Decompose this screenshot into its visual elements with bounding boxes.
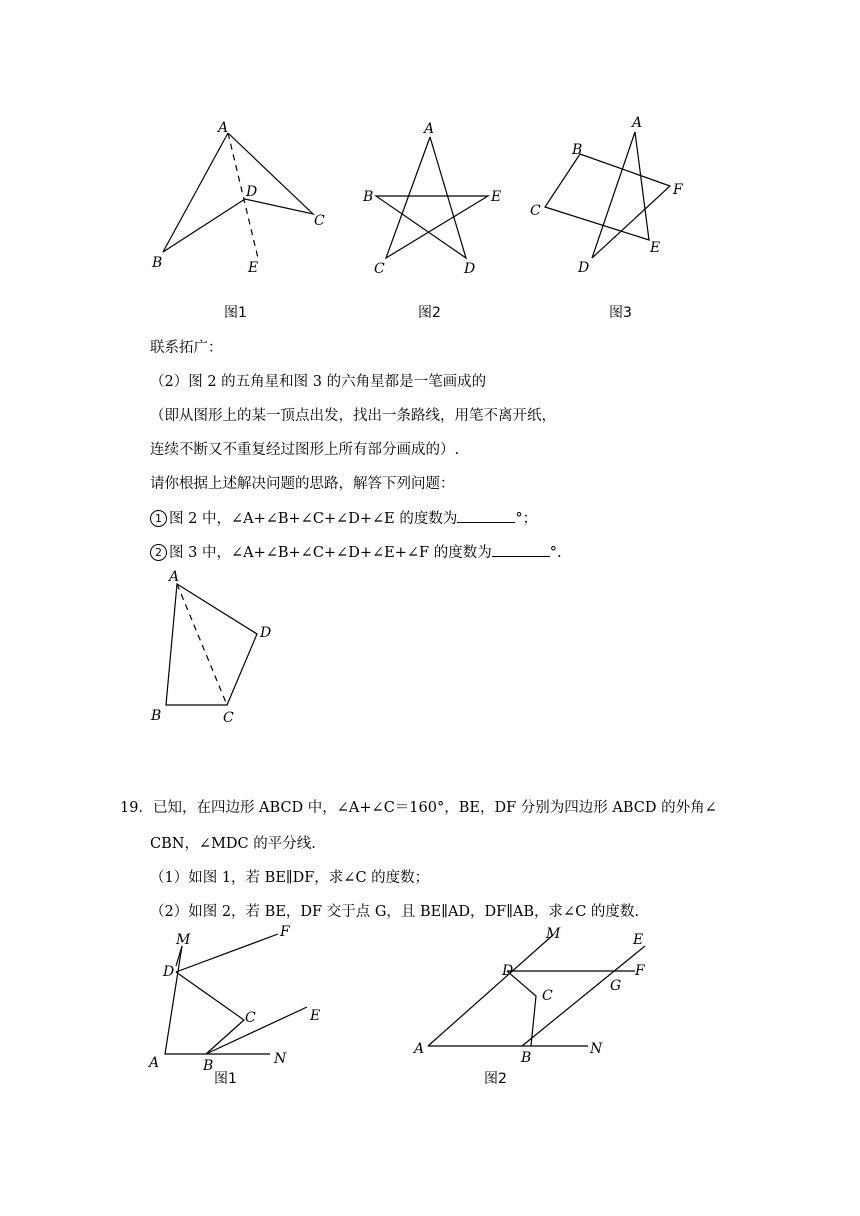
caption-figure-3: 图3: [609, 305, 632, 321]
text-line-1: （2）图 2 的五角星和图 3 的六角星都是一笔画成的: [150, 374, 487, 390]
text-line-3: 连续不断又不重复经过图形上所有部分画成的）.: [150, 442, 460, 458]
label-B: B: [203, 1058, 214, 1074]
label-C: C: [245, 1010, 256, 1026]
label-A: A: [218, 120, 229, 136]
problem-19-part-1: （1）如图 1，若 BE∥DF，求∠C 的度数；: [150, 870, 430, 886]
label-C: C: [223, 710, 234, 726]
label-D: D: [246, 184, 258, 200]
problem-19-part-2: （2）如图 2，若 BE，DF 交于点 G，且 BE∥AD，DF∥AB，求∠C 的度数.: [150, 904, 640, 920]
text-line-4: 请你根据上述解决问题的思路，解答下列问题：: [150, 476, 455, 492]
label-E: E: [248, 260, 259, 276]
label-D: D: [260, 625, 272, 641]
label-A: A: [424, 121, 435, 137]
label-C: C: [542, 988, 553, 1004]
label-E: E: [310, 1008, 321, 1024]
question-1: [150, 508, 537, 529]
label-C: C: [374, 261, 385, 277]
label-F: F: [673, 182, 683, 198]
problem-19-figure-2: [0, 920, 860, 1090]
label-M: M: [176, 932, 191, 948]
label-C: C: [530, 203, 541, 219]
label-E: E: [491, 189, 502, 205]
label-B: B: [572, 142, 583, 158]
label-D: D: [502, 963, 514, 979]
label-N: N: [274, 1051, 287, 1067]
question-1-text: 图 2 中，∠A+∠B+∠C+∠D+∠E 的度数为: [169, 511, 458, 527]
label-D: D: [464, 261, 476, 277]
answer-blank-1[interactable]: [457, 508, 515, 523]
label-D: D: [163, 964, 175, 980]
label-G: G: [610, 978, 622, 994]
caption-problem-19-figure-2: 图2: [484, 1071, 507, 1087]
label-B: B: [363, 189, 374, 205]
label-A: A: [169, 569, 180, 585]
label-E: E: [633, 932, 644, 948]
problem-19-line-2: CBN，∠MDC 的平分线.: [150, 836, 316, 852]
figure-3-hexagram: [0, 0, 860, 330]
question-2-text: 图 3 中，∠A+∠B+∠C+∠D+∠E+∠F 的度数为: [169, 545, 492, 561]
label-A: A: [414, 1041, 425, 1057]
label-B: B: [152, 255, 163, 271]
caption-figure-2: 图2: [418, 305, 441, 321]
label-B: B: [521, 1050, 532, 1066]
label-A: A: [632, 115, 643, 131]
section-heading: 联系拓广：: [150, 340, 223, 356]
label-N: N: [590, 1041, 603, 1057]
question-1-number: 1: [150, 510, 167, 527]
label-C: C: [314, 213, 325, 229]
figure-quadrilateral: [0, 560, 400, 740]
label-A: A: [149, 1055, 160, 1071]
caption-figure-1: 图1: [224, 305, 247, 321]
label-D: D: [578, 260, 590, 276]
question-2-number: 2: [150, 544, 167, 561]
answer-blank-2[interactable]: [492, 542, 550, 557]
problem-19-line-1: 19．已知，在四边形 ABCD 中，∠A+∠C＝160°，BE，DF 分别为四边形 ABCD 的外角∠: [120, 800, 717, 816]
label-E: E: [650, 240, 661, 256]
label-F: F: [280, 924, 290, 940]
label-M: M: [546, 926, 561, 942]
label-B: B: [151, 708, 162, 724]
caption-problem-19-figure-1: 图1: [214, 1071, 237, 1087]
question-1-suffix: °；: [515, 511, 538, 527]
label-F: F: [635, 963, 645, 979]
text-line-2: （即从图形上的某一顶点出发，找出一条路线，用笔不离开纸，: [150, 408, 556, 424]
question-2-suffix: °.: [549, 545, 562, 561]
